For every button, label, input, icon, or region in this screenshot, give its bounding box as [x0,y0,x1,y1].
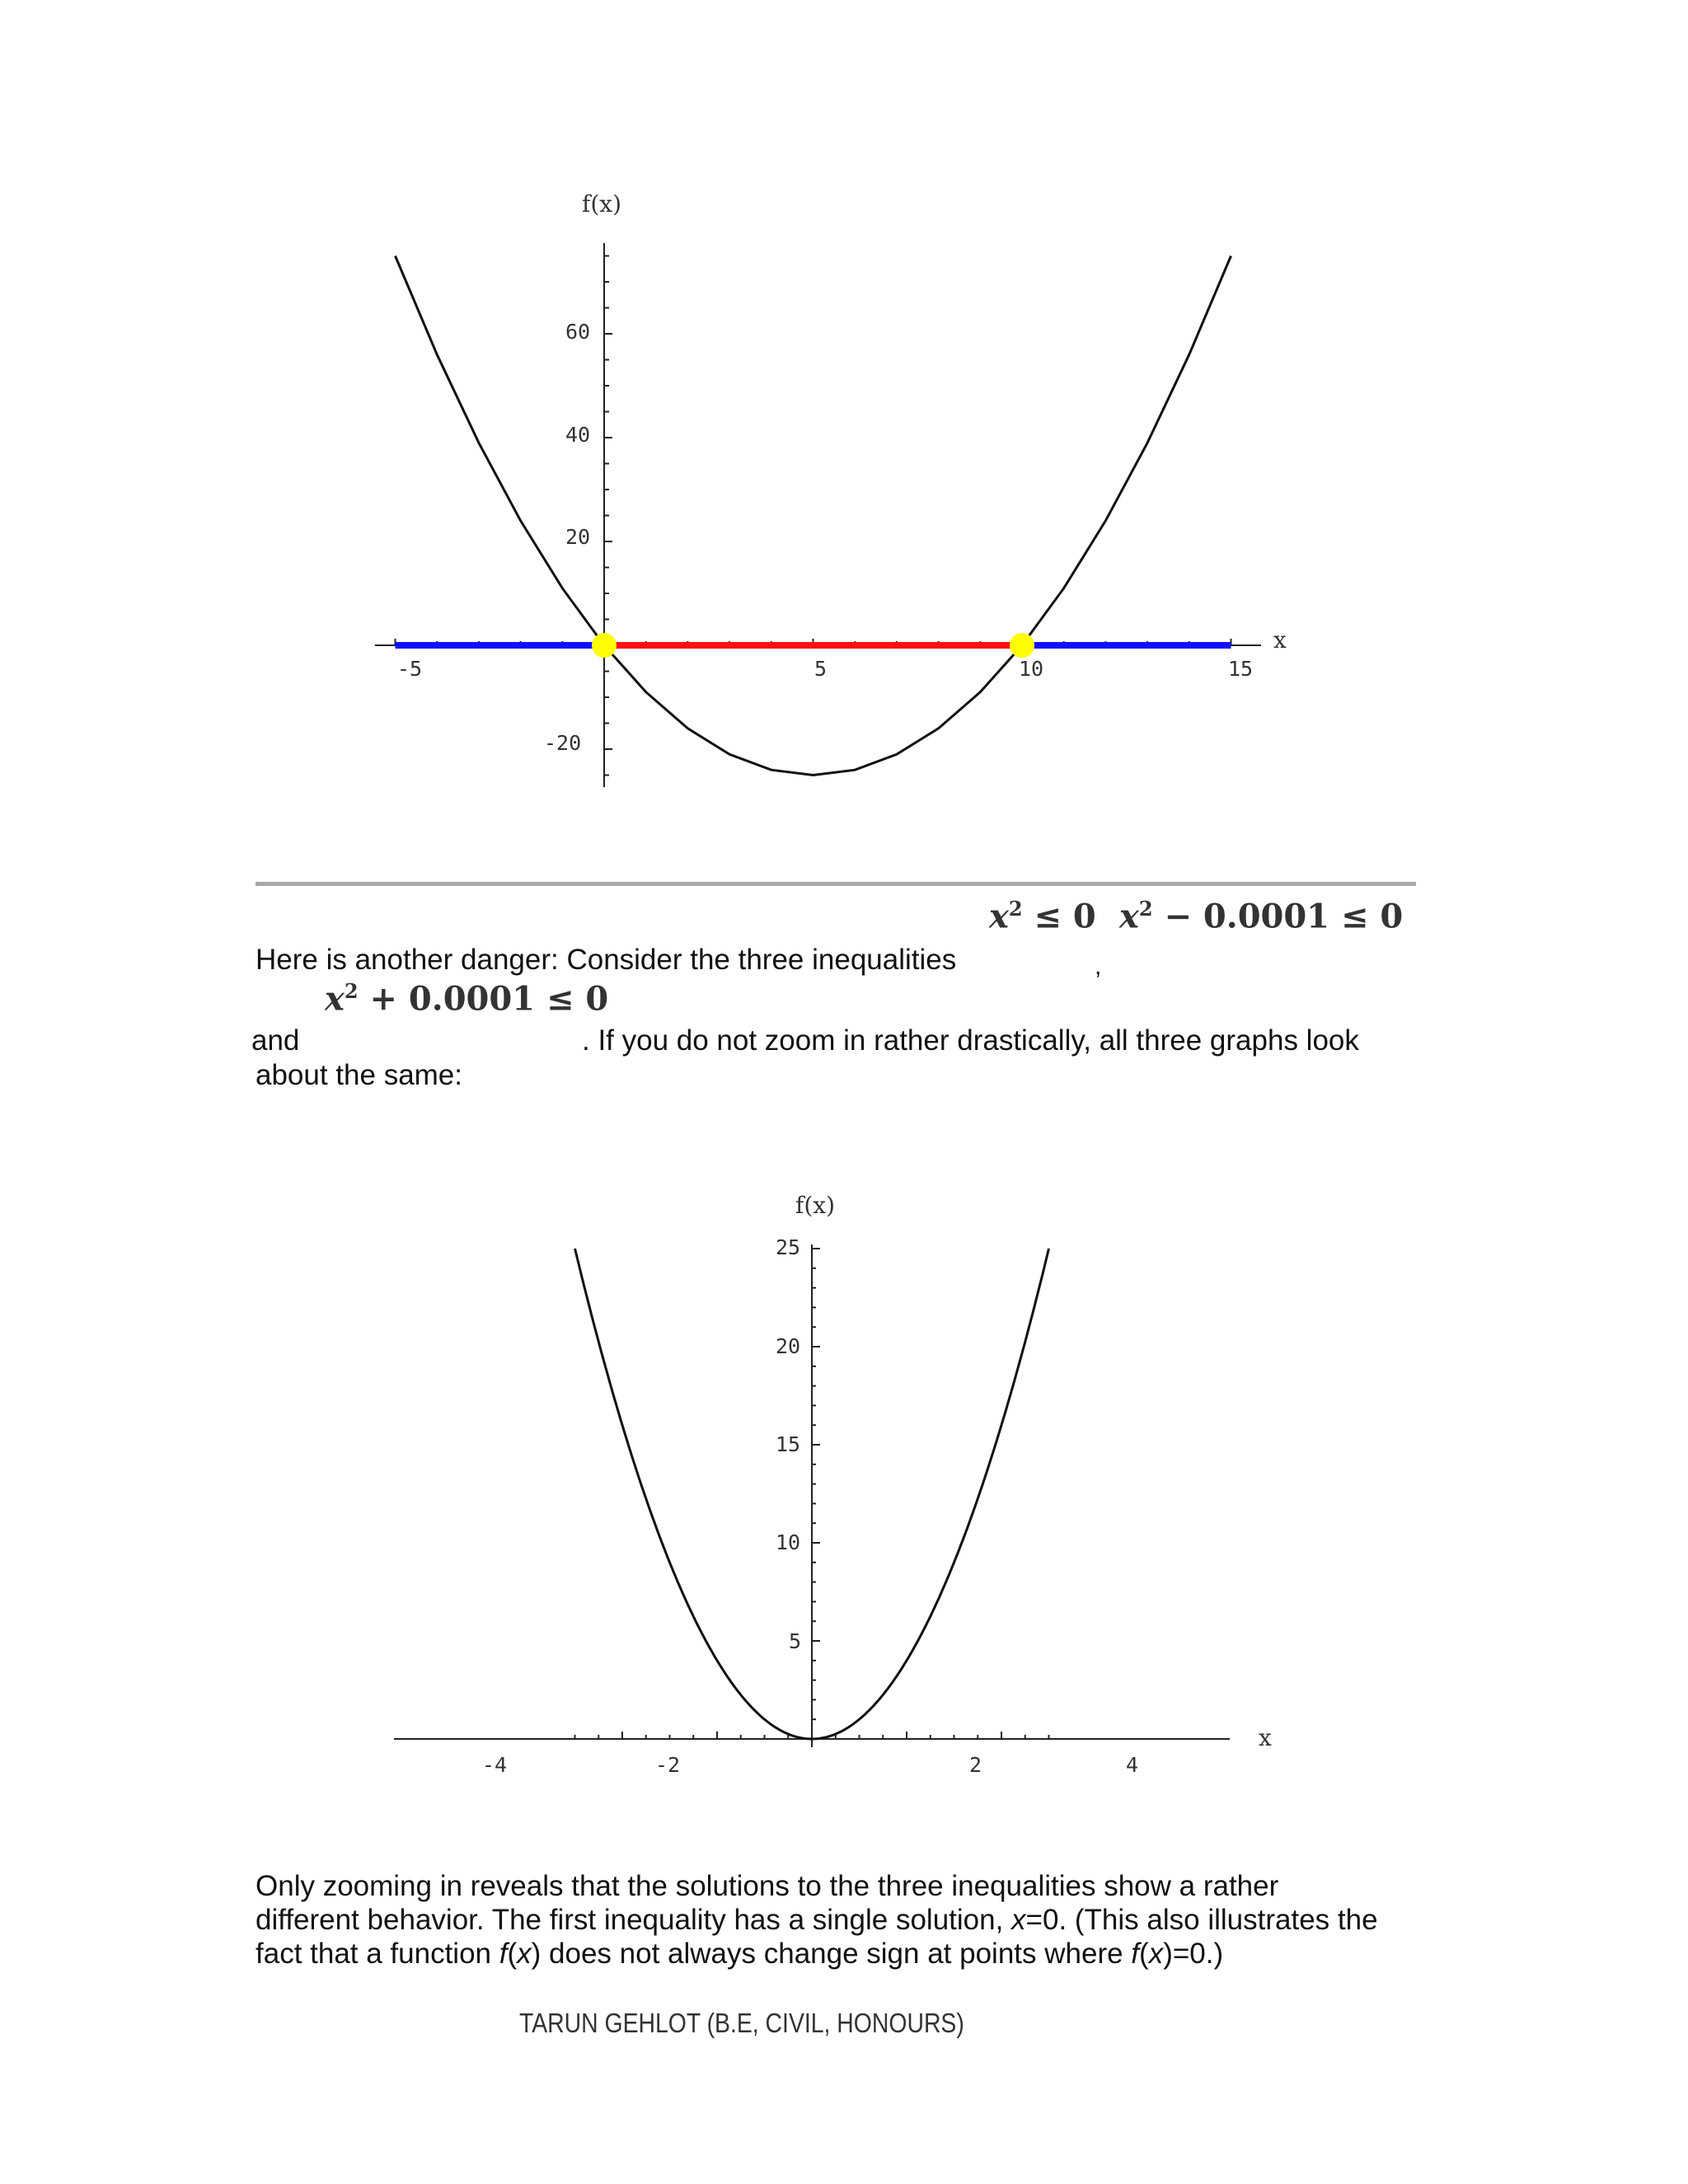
comma: , [1095,953,1102,980]
x-tick-label: 10 [1019,657,1044,681]
y-tick-label: 5 [789,1629,802,1653]
x-tick-label: -5 [397,657,423,681]
paragraph-2-line-3: fact that a function f(x) does not always change sign at points where f(x)=0.) [256,1938,1224,1970]
x-axis-label: x [1259,1724,1272,1751]
y-axis-label: f(x) [582,190,622,218]
math-inequality-2: $x^2 - 0.0001 \le 0$ [1119,897,1404,936]
parabola-plot [0,1154,1688,1813]
y-tick-label: 60 [565,320,591,344]
paragraph-1-and: and [251,1024,300,1057]
x-tick-label: 4 [1126,1753,1139,1777]
paragraph-1-line-2: . If you do not zoom in rather drastically, all three graphs look [582,1024,1359,1057]
parabola-curve [396,256,1231,776]
math-inequality-3: $x^2 + 0.0001 \le 0$ [325,979,609,1019]
x-tick-label: -2 [655,1753,681,1777]
y-tick-label: 40 [565,423,591,447]
x-tick-label: 2 [969,1753,982,1777]
paragraph-2-line-1: Only zooming in reveals that the solutions to the three inequalities show a rather [256,1870,1279,1902]
inequality-plot [0,0,1688,824]
y-tick-label: 15 [776,1432,801,1456]
y-axis-label: f(x) [795,1192,836,1219]
root-point-2 [1010,633,1034,658]
paragraph-2-line-2: different behavior. The first inequality has a single solution, x=0. (This also illustrates the [256,1904,1378,1936]
y-tick-label: 20 [776,1334,801,1358]
x-tick-label: 15 [1228,657,1254,681]
paragraph-1-line-3: about the same: [256,1059,462,1091]
paragraph-1-line-1: Here is another danger: Consider the three inequalities [256,944,957,976]
y-tick-label: 25 [776,1235,801,1259]
x-tick-label: -4 [482,1753,508,1777]
root-point-1 [592,633,617,658]
y-tick-label: 20 [565,525,591,549]
x-tick-label: 5 [814,657,828,681]
footer-author: TARUN GEHLOT (B.E, CIVIL, HONOURS) [519,2008,964,2038]
y-tick-label: 10 [776,1530,801,1554]
x-axis-label: x [1273,626,1287,654]
math-inequality-1: $x^2 \le 0$ [989,897,1096,936]
horizontal-rule [256,882,1416,886]
y-tick-label: -20 [544,731,582,755]
